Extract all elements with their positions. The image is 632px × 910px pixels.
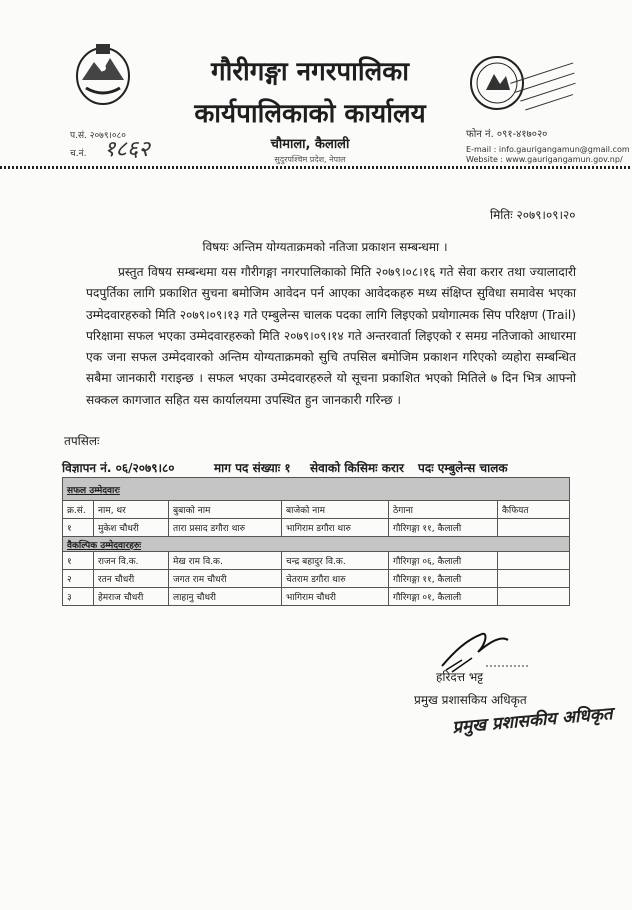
header-divider <box>0 166 632 169</box>
email-address[interactable]: E-mail : info.gaurigangamun@gmail.com <box>466 145 630 154</box>
cell-grandfather: चेतराम डगौरा थारु <box>282 570 389 588</box>
signatory-name: हरिदत्त भट्ट <box>436 670 484 684</box>
cell-name: हेमराज चौधरी <box>94 588 169 606</box>
letter-subject: विषयः अन्तिम योग्यताक्रमको नतिजा प्रकाशन सम्बन्धमा । <box>202 240 448 254</box>
cell-father: लाहानु चौधरी <box>169 588 282 606</box>
results-table <box>62 477 570 606</box>
table-row <box>63 570 570 588</box>
pasa-number: प.सं. २०७९।०८० <box>70 131 126 141</box>
table-section-successful <box>63 478 570 501</box>
cell-address: गौरिगङ्गा ०१, कैलाली <box>389 588 498 606</box>
cell-name: राजन वि.क. <box>94 552 169 570</box>
col-header-address: ठेगाना <box>389 501 498 519</box>
table-row <box>63 519 570 537</box>
cell-sn: १ <box>63 519 94 537</box>
col-header-name: नाम, थर <box>94 501 169 519</box>
letter-body: प्रस्तुत विषय सम्बन्धमा यस गौरीगङ्गा नगरपालिकाको मिति २०७९।०८।१६ गते सेवा करार तथा ज्यालादारी पदपुर्तिका लागि प्रकाशित सुचना बमोजिम आवेदन पर्न आएका आवेदकहरु मध्य संक्षिप्त सुविधा समावेस भएका उम्मेदवारहरुको मिति २०७९।०९।१३ गते एम्बुलेन्स चालक पदका लागि लिइएको प्रयोगात्मक सिप परिक्षण (Trail) परिक्षामा सफल भएका उम्मेदवारहरुको मिति २०७९।०९।१४ गते अन्तरवार्ता लिइएको र समग्र नतिजाको आधारमा एक जना सफल उम्मेदवारको अन्तिम योग्यताक्रमको सुचि तपसिल बमोजिम प्रकाशन गरिएको व्यहोरा सम्बन्धित सबैमा जानकारी गराइन्छ । सफल भएका उम्मेदवारहरुले यो सूचना प्रकाशित भएको मितिले ७ दिन भित्र आफ्नो सक्कल कागजात सहित यस कार्यालयमा उपस्थित हुन जानकारी गरिन्छ । <box>86 265 576 407</box>
chana-number-handwritten: १८६२ <box>104 137 150 162</box>
phone-number: फोन नं. ०९१-४१७०२० <box>466 129 548 140</box>
cell-grandfather: भागिराम डगौरा थारु <box>282 519 389 537</box>
cell-address: गौरिगङ्गा ०६, कैलाली <box>389 552 498 570</box>
chana-label: च.नं. <box>70 149 87 159</box>
col-header-sn: क्र.सं. <box>63 501 94 519</box>
cell-sn: ३ <box>63 588 94 606</box>
col-header-remarks: कैफियत <box>498 501 570 519</box>
nepal-emblem-icon <box>74 40 132 106</box>
office-location: चौमाला, कैलाली <box>270 137 350 152</box>
alternates-heading: वैकल्पिक उम्मेदवारहरुः <box>63 537 570 552</box>
tapasil-label: तपसिलः <box>64 434 100 448</box>
cell-grandfather: चन्द्र बहादुर वि.क. <box>282 552 389 570</box>
table-header-row <box>63 501 570 519</box>
post-name: पदः एम्बुलेन्स चालक <box>418 461 508 475</box>
col-header-father: बुबाको नाम <box>169 501 282 519</box>
cell-remarks <box>498 552 570 570</box>
signatory-title: प्रमुख प्रशासकिय अधिकृत <box>414 693 527 707</box>
posts-count: माग पद संख्याः १ <box>214 461 291 475</box>
cell-father: जगत राम चौधरी <box>169 570 282 588</box>
cell-name: रतन चौधरी <box>94 570 169 588</box>
table-row <box>63 552 570 570</box>
office-title: कार्यपालिकाको कार्यालय <box>194 99 426 129</box>
service-type: सेवाको किसिमः करार <box>310 461 404 475</box>
cell-father: मेख राम वि.क. <box>169 552 282 570</box>
municipality-title: गौरीगङ्गा नगरपालिका <box>211 57 409 87</box>
cell-grandfather: भागिराम चौधरी <box>282 588 389 606</box>
province-label: सुदुरपश्चिम प्रदेश, नेपाल <box>274 155 346 164</box>
website-url[interactable]: Website : www.gaurigangamun.gov.np/ <box>466 155 623 164</box>
cell-sn: २ <box>63 570 94 588</box>
cell-remarks <box>498 570 570 588</box>
cell-sn: १ <box>63 552 94 570</box>
cell-father: तारा प्रसाद डगौरा थारु <box>169 519 282 537</box>
col-header-grandfather: बाजेको नाम <box>282 501 389 519</box>
office-stamp-icon <box>510 60 586 118</box>
table-section-alternates <box>63 537 570 552</box>
advert-number: विज्ञापन नं. ०६/२०७९।८० <box>62 461 175 475</box>
letter-date: मितिः २०७९।०९।२० <box>490 208 576 222</box>
cell-remarks <box>498 588 570 606</box>
cell-remarks <box>498 519 570 537</box>
official-stamp: प्रमुख प्रशासकीय अधिकृत <box>451 704 614 738</box>
successful-heading: सफल उम्मेदवारः <box>63 478 570 501</box>
cell-address: गौरिगङ्गा ११, कैलाली <box>389 519 498 537</box>
table-row <box>63 588 570 606</box>
cell-address: गौरिगङ्गा ११, कैलाली <box>389 570 498 588</box>
cell-name: मुकेश चौधरी <box>94 519 169 537</box>
